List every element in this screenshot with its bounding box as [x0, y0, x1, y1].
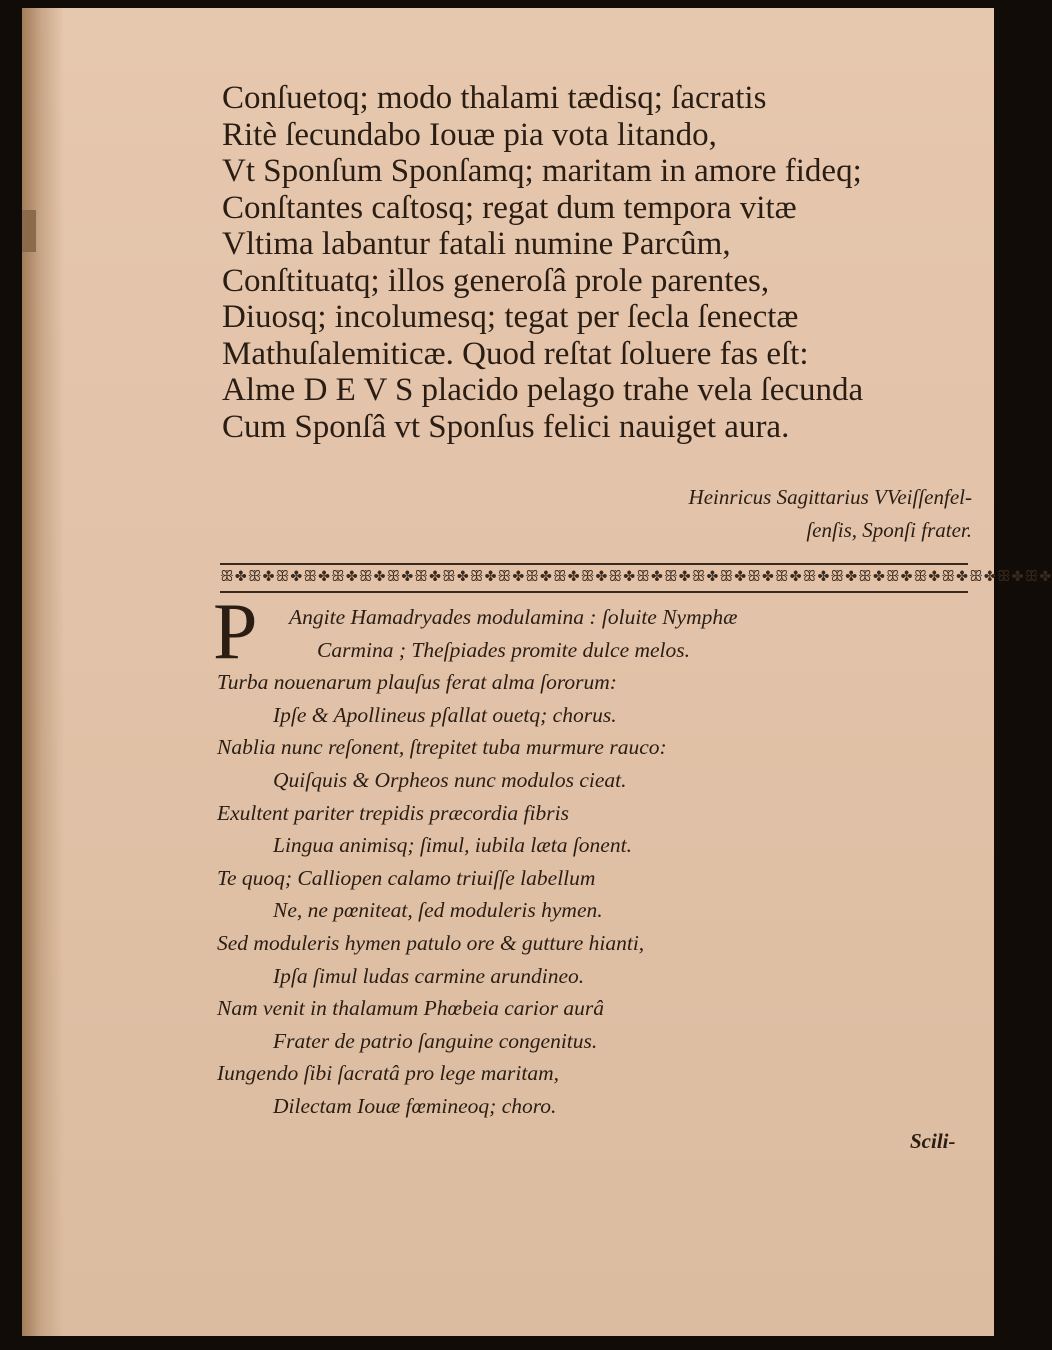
verse-line: Alme D E V S placido pelago trahe vela ſecunda: [222, 372, 864, 408]
poem-line: Nam venit in thalamum Phœbeia carior aurâ: [217, 996, 604, 1021]
poem-line: Angite Hamadryades modulamina : ſoluite Nymphæ: [289, 605, 738, 629]
verse-line: Mathuſalemiticæ. Quod reſtat ſoluere fas eſt:: [222, 335, 809, 372]
poem-line: Te quoq; Calliopen calamo triuiſſe labellum: [217, 865, 596, 890]
page-gutter: [22, 8, 64, 1336]
poem-line: Ne, ne pœniteat, ſed moduleris hymen.: [273, 898, 603, 923]
italic-poem-block: [217, 601, 987, 1123]
poem-line: Sed moduleris hymen patulo ore & gutture hianti,: [217, 930, 645, 955]
verse-line: Conſtituatq; illos generoſâ prole parentes,: [222, 262, 770, 299]
verse-line: Cum Sponſâ vt Sponſus felici nauiget aura.: [222, 408, 790, 445]
verse-line: Diuosq; incolumesq; tegat per ſecla ſenectæ: [222, 299, 799, 335]
ornamental-border: ꕥ✤ꕥ✤ꕥ✤ꕥ✤ꕥ✤ꕥ✤ꕥ✤ꕥ✤ꕥ✤ꕥ✤ꕥ✤ꕥ✤ꕥ✤ꕥ✤ꕥ✤ꕥ✤ꕥ✤ꕥ✤ꕥ✤ꕥ✤ꕥ✤ꕥ✤ꕥ✤ꕥ✤ꕥ✤ꕥ✤ꕥ✤ꕥ✤ꕥ✤ꕥ✤: [220, 563, 968, 593]
poem-line: Ipſa ſimul ludas carmine arundineo.: [273, 963, 585, 988]
catchword: Scili-: [910, 1129, 956, 1153]
poem-line: Dilectam Iouæ fœmineoq; choro.: [273, 1093, 557, 1118]
roman-verse-block: [222, 80, 922, 445]
signature-line-1: Heinricus Sagittarius VVeiſſenfel-: [688, 485, 972, 509]
verse-line: Conſtantes caſtosq; regat dum tempora vitæ: [222, 189, 797, 226]
poem-line: Carmina ; Theſpiades promite dulce melos.: [317, 637, 691, 662]
verse-line: Ritè ſecundabo Iouæ pia vota litando,: [222, 116, 717, 153]
poem-line: Lingua animisq; ſimul, iubila læta ſonent.: [273, 833, 632, 858]
poem-line: Nablia nunc reſonent, ſtrepitet tuba murmure rauco:: [217, 735, 667, 760]
verse-line: Vltima labantur fatali numine Parcûm,: [222, 226, 731, 262]
poem-line: Turba nouenarum plauſus ferat alma ſororum:: [217, 670, 617, 695]
poem-line: Quiſquis & Orpheos nunc modulos cieat.: [273, 767, 627, 792]
verse-line: Vt Sponſum Sponſamq; maritam in amore fideq;: [222, 153, 862, 189]
poem-line: Frater de patrio ſanguine congenitus.: [273, 1028, 598, 1053]
poem-line: Ipſe & Apollineus pſallat ouetq; chorus.: [273, 702, 617, 727]
verse-line: Conſuetoq; modo thalami tædisq; ſacratis: [222, 80, 767, 116]
page-edge-tab: [22, 210, 36, 252]
poem-line: Iungendo ſibi ſacratâ pro lege maritam,: [217, 1061, 559, 1086]
book-page: [22, 8, 1052, 1336]
signature-line-2: ſenſis, Sponſi frater.: [806, 518, 972, 542]
poem-line: Exultent pariter trepidis præcordia fibris: [217, 800, 569, 825]
drop-cap: P: [213, 588, 258, 676]
